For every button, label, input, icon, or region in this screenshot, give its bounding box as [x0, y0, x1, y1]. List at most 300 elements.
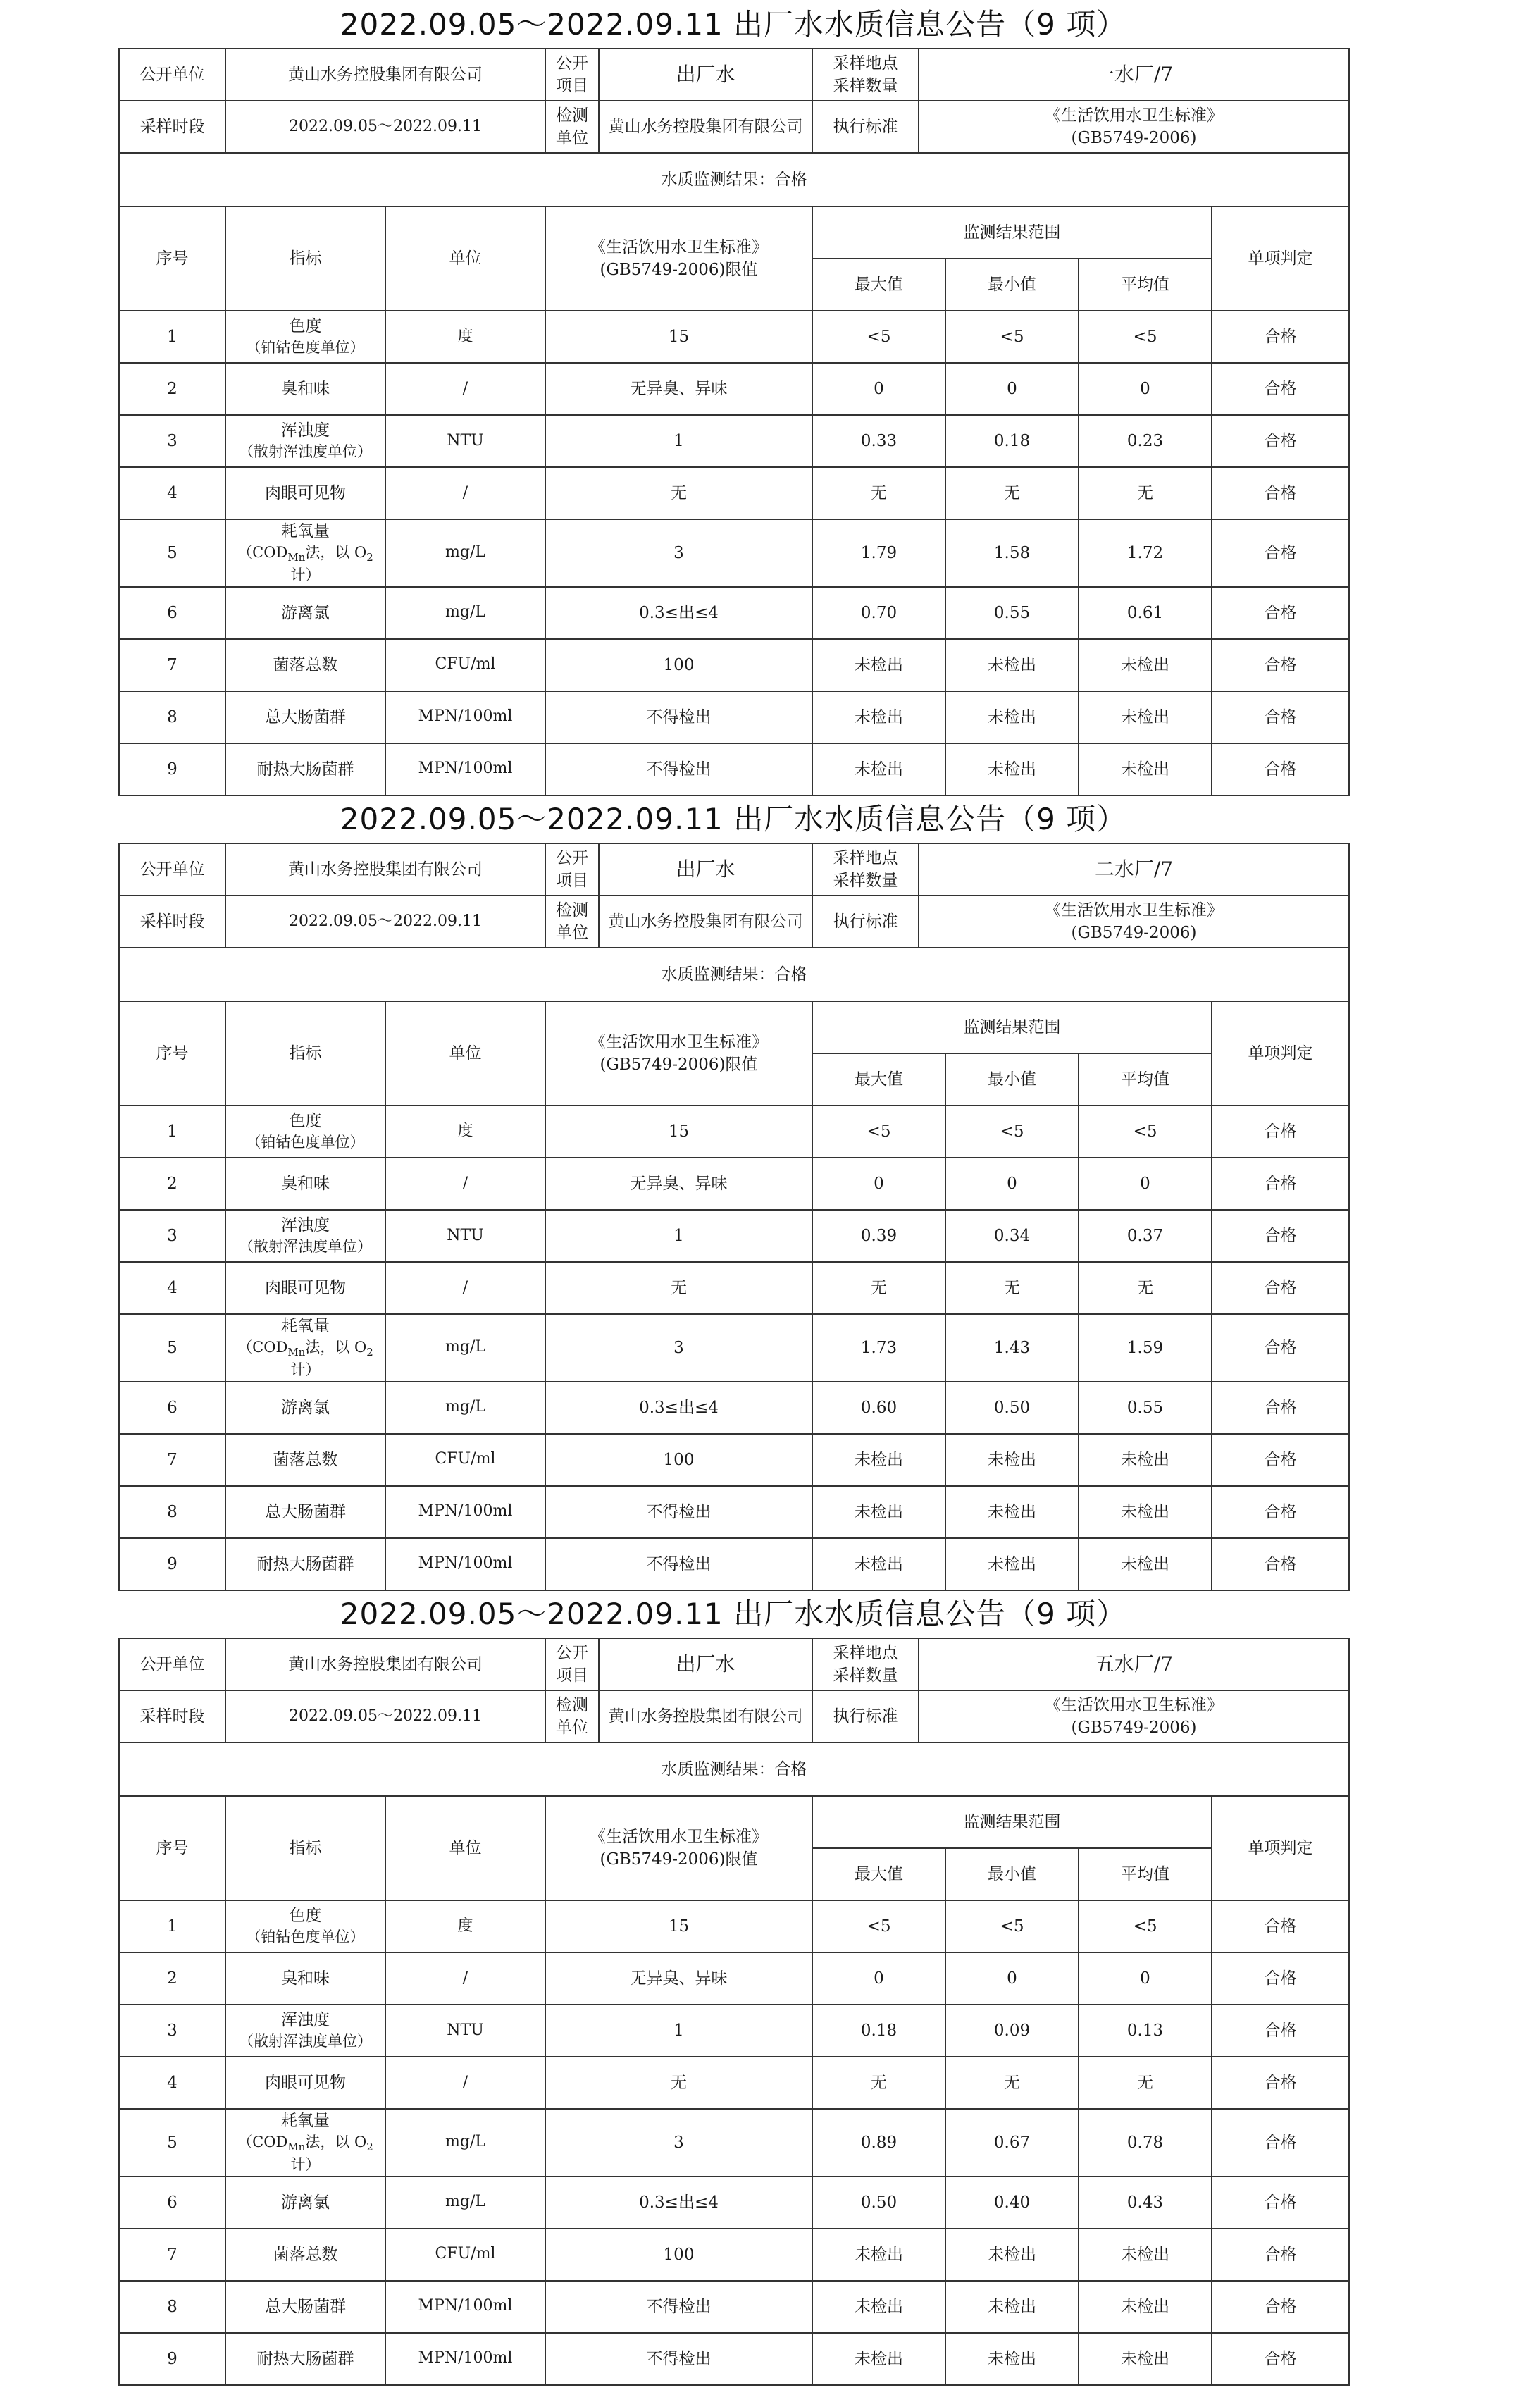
row-judge: 合格 [1212, 2005, 1349, 2057]
row-avg: 未检出 [1079, 2281, 1212, 2333]
index-name: 总大肠菌群 [265, 2297, 346, 2316]
row-no: 1 [119, 1106, 225, 1158]
row-avg: 未检出 [1079, 743, 1212, 795]
col-limit-line: (GB5749-2006)限值 [600, 1850, 758, 1869]
row-judge: 合格 [1212, 691, 1349, 743]
row-unit: mg/L [385, 2177, 545, 2229]
col-no: 序号 [119, 1001, 225, 1106]
row-max: 未检出 [812, 639, 945, 691]
unit-label: 公开单位 [119, 1638, 225, 1690]
row-limit: 不得检出 [545, 2333, 812, 2385]
row-max: 0 [812, 1952, 945, 2005]
table-row [119, 2109, 1349, 2177]
column-header-row [119, 1001, 1349, 1053]
row-judge: 合格 [1212, 1382, 1349, 1434]
result-row [119, 1742, 1349, 1796]
row-avg: 0.61 [1079, 587, 1212, 639]
col-unit: 单位 [385, 1796, 545, 1900]
row-judge: 合格 [1212, 311, 1349, 363]
row-unit: / [385, 363, 545, 415]
row-max: <5 [812, 1900, 945, 1952]
row-max: 未检出 [812, 743, 945, 795]
unit-value: 黄山水务控股集团有限公司 [225, 843, 545, 896]
row-judge: 合格 [1212, 415, 1349, 467]
row-no: 7 [119, 639, 225, 691]
col-limit-line: 《生活饮用水卫生标准》 [590, 1032, 768, 1051]
row-limit: 1 [545, 1210, 812, 1262]
row-index [225, 691, 385, 743]
row-avg: 未检出 [1079, 1486, 1212, 1538]
site-value: 五水厂/7 [919, 1638, 1349, 1690]
row-min: 无 [945, 2057, 1079, 2109]
site-label-line: 采样地点 [833, 848, 898, 867]
row-min: 0.34 [945, 1210, 1079, 1262]
row-no: 9 [119, 743, 225, 795]
row-no: 4 [119, 2057, 225, 2109]
row-index [225, 743, 385, 795]
std-value-line: (GB5749-2006) [1071, 129, 1197, 147]
report-table [118, 1638, 1350, 2386]
row-index [225, 2229, 385, 2281]
row-judge: 合格 [1212, 2109, 1349, 2177]
report-title: 2022.09.05～2022.09.11 出厂水水质信息公告（9 项） [340, 7, 1127, 42]
lab-value: 黄山水务控股集团有限公司 [599, 1690, 812, 1742]
col-range: 监测结果范围 [812, 1796, 1212, 1848]
col-avg: 平均值 [1079, 1053, 1212, 1106]
row-max: 未检出 [812, 1538, 945, 1590]
table-row [119, 2057, 1349, 2109]
project-value: 出厂水 [599, 1638, 812, 1690]
row-index [225, 1262, 385, 1314]
row-max: 无 [812, 467, 945, 519]
unit-value: 黄山水务控股集团有限公司 [225, 49, 545, 101]
lab-value: 黄山水务控股集团有限公司 [599, 101, 812, 153]
col-judge: 单项判定 [1212, 1001, 1349, 1106]
row-no: 7 [119, 2229, 225, 2281]
row-limit: 无 [545, 467, 812, 519]
col-range: 监测结果范围 [812, 206, 1212, 259]
index-name: 游离氯 [281, 603, 330, 622]
row-limit: 不得检出 [545, 1538, 812, 1590]
col-min: 最小值 [945, 1848, 1079, 1900]
index-name: 总大肠菌群 [265, 707, 346, 726]
info-row [119, 896, 1349, 948]
row-index [225, 1952, 385, 2005]
unit-label: 公开单位 [119, 49, 225, 101]
index-name: 游离氯 [281, 2193, 330, 2212]
row-min: 1.58 [945, 519, 1079, 587]
cod-note-part: 法，以 O [305, 544, 367, 562]
cod-note-part: Mn [287, 1346, 306, 1359]
col-max: 最大值 [812, 1053, 945, 1106]
row-no: 3 [119, 2005, 225, 2057]
row-min: 未检出 [945, 2333, 1079, 2385]
row-avg: 0.13 [1079, 2005, 1212, 2057]
row-unit: 度 [385, 311, 545, 363]
row-max: 1.73 [812, 1314, 945, 1382]
std-value [919, 896, 1349, 948]
row-max: 1.79 [812, 519, 945, 587]
cod-note-part: （COD [237, 544, 288, 562]
row-max: 0.39 [812, 1210, 945, 1262]
row-min: 0.18 [945, 415, 1079, 467]
row-judge: 合格 [1212, 1158, 1349, 1210]
table-row [119, 1158, 1349, 1210]
row-avg: 未检出 [1079, 1434, 1212, 1486]
site-value: 一水厂/7 [919, 49, 1349, 101]
row-limit: 1 [545, 415, 812, 467]
info-row [119, 843, 1349, 896]
project-label: 公开项目 [545, 843, 599, 896]
row-max: 0.50 [812, 2177, 945, 2229]
row-judge: 合格 [1212, 1314, 1349, 1382]
col-max: 最大值 [812, 1848, 945, 1900]
row-limit: 15 [545, 311, 812, 363]
row-judge: 合格 [1212, 587, 1349, 639]
row-index [225, 2109, 385, 2177]
index-note: （散射浑浊度单位） [239, 1238, 372, 1256]
row-index [225, 1106, 385, 1158]
cod-note-part: （COD [237, 2134, 288, 2151]
project-label: 公开项目 [545, 1638, 599, 1690]
index-name: 耗氧量 [281, 2112, 330, 2130]
period-label: 采样时段 [119, 1690, 225, 1742]
result-row [119, 948, 1349, 1001]
result-text: 水质监测结果：合格 [119, 948, 1349, 1001]
row-no: 3 [119, 1210, 225, 1262]
std-value-line: (GB5749-2006) [1071, 1719, 1197, 1737]
index-name: 游离氯 [281, 1398, 330, 1417]
row-judge: 合格 [1212, 2333, 1349, 2385]
index-name: 臭和味 [281, 1969, 330, 1988]
row-unit: mg/L [385, 1382, 545, 1434]
std-value-line: 《生活饮用水卫生标准》 [1045, 1695, 1223, 1714]
col-no: 序号 [119, 1796, 225, 1900]
info-row [119, 49, 1349, 101]
site-label-line: 采样地点 [833, 54, 898, 73]
row-index [225, 2333, 385, 2385]
row-unit: 度 [385, 1900, 545, 1952]
row-judge: 合格 [1212, 1106, 1349, 1158]
row-limit: 15 [545, 1900, 812, 1952]
table-row [119, 743, 1349, 795]
lab-label: 检测单位 [545, 896, 599, 948]
cod-note-part: Mn [287, 2141, 306, 2154]
row-index [225, 587, 385, 639]
unit-label: 公开单位 [119, 843, 225, 896]
row-min: 0.55 [945, 587, 1079, 639]
row-no: 5 [119, 1314, 225, 1382]
row-max: 0 [812, 1158, 945, 1210]
row-avg: 0.43 [1079, 2177, 1212, 2229]
row-unit: mg/L [385, 519, 545, 587]
row-min: 无 [945, 467, 1079, 519]
row-max: <5 [812, 1106, 945, 1158]
row-unit: NTU [385, 1210, 545, 1262]
index-note: （铂钴色度单位） [246, 1134, 365, 1151]
report-table [118, 843, 1350, 1591]
row-unit: MPN/100ml [385, 1538, 545, 1590]
row-limit: 100 [545, 2229, 812, 2281]
row-min: 0.09 [945, 2005, 1079, 2057]
row-min: 0 [945, 1952, 1079, 2005]
row-limit: 3 [545, 519, 812, 587]
std-value-line: 《生活饮用水卫生标准》 [1045, 900, 1223, 920]
site-label-line: 采样数量 [833, 1666, 898, 1685]
row-avg: 未检出 [1079, 691, 1212, 743]
std-value-line: 《生活饮用水卫生标准》 [1045, 106, 1223, 125]
row-limit: 无异臭、异味 [545, 363, 812, 415]
col-avg: 平均值 [1079, 259, 1212, 311]
index-name: 臭和味 [281, 379, 330, 398]
cod-note [229, 2132, 382, 2176]
table-row [119, 467, 1349, 519]
row-min: <5 [945, 311, 1079, 363]
row-no: 9 [119, 2333, 225, 2385]
row-min: 未检出 [945, 1538, 1079, 1590]
table-row [119, 415, 1349, 467]
row-judge: 合格 [1212, 1262, 1349, 1314]
period-label: 采样时段 [119, 101, 225, 153]
row-unit: / [385, 2057, 545, 2109]
row-no: 4 [119, 467, 225, 519]
row-avg: <5 [1079, 1900, 1212, 1952]
cod-note-part: Mn [287, 551, 306, 564]
col-limit [545, 1001, 812, 1106]
row-judge: 合格 [1212, 363, 1349, 415]
row-no: 1 [119, 311, 225, 363]
cod-note-part: 2 [366, 1346, 373, 1359]
row-judge: 合格 [1212, 2281, 1349, 2333]
result-row [119, 153, 1349, 206]
row-min: <5 [945, 1106, 1079, 1158]
row-limit: 无异臭、异味 [545, 1952, 812, 2005]
table-row [119, 1314, 1349, 1382]
cod-note-part: 2 [366, 551, 373, 564]
row-max: 未检出 [812, 2281, 945, 2333]
row-unit: MPN/100ml [385, 743, 545, 795]
row-index [225, 311, 385, 363]
table-row [119, 2333, 1349, 2385]
row-limit: 不得检出 [545, 691, 812, 743]
row-judge: 合格 [1212, 639, 1349, 691]
row-judge: 合格 [1212, 743, 1349, 795]
row-max: 无 [812, 1262, 945, 1314]
row-index [225, 1486, 385, 1538]
row-unit: MPN/100ml [385, 2281, 545, 2333]
row-avg: 0.78 [1079, 2109, 1212, 2177]
row-limit: 3 [545, 2109, 812, 2177]
col-unit: 单位 [385, 206, 545, 311]
index-name: 菌落总数 [273, 2245, 338, 2264]
site-label-line: 采样地点 [833, 1643, 898, 1662]
row-limit: 不得检出 [545, 743, 812, 795]
cod-note [229, 543, 382, 586]
row-min: 0.67 [945, 2109, 1079, 2177]
row-limit: 无异臭、异味 [545, 1158, 812, 1210]
period-value: 2022.09.05～2022.09.11 [225, 1690, 545, 1742]
project-value: 出厂水 [599, 49, 812, 101]
row-max: 0.70 [812, 587, 945, 639]
row-unit: MPN/100ml [385, 2333, 545, 2385]
row-index [225, 2281, 385, 2333]
row-index [225, 1314, 385, 1382]
row-min: 未检出 [945, 743, 1079, 795]
table-row [119, 1434, 1349, 1486]
cod-note [229, 1337, 382, 1381]
row-max: 0.18 [812, 2005, 945, 2057]
row-judge: 合格 [1212, 519, 1349, 587]
row-unit: CFU/ml [385, 1434, 545, 1486]
index-note: （散射浑浊度单位） [239, 443, 372, 461]
lab-label: 检测单位 [545, 101, 599, 153]
row-avg: 0 [1079, 363, 1212, 415]
row-no: 6 [119, 1382, 225, 1434]
col-limit [545, 206, 812, 311]
std-label: 执行标准 [812, 896, 919, 948]
row-no: 6 [119, 2177, 225, 2229]
site-label [812, 1638, 919, 1690]
row-index [225, 1434, 385, 1486]
row-unit: NTU [385, 415, 545, 467]
row-judge: 合格 [1212, 1486, 1349, 1538]
table-row [119, 2281, 1349, 2333]
row-max: 未检出 [812, 1486, 945, 1538]
row-judge: 合格 [1212, 2229, 1349, 2281]
table-row [119, 2229, 1349, 2281]
row-judge: 合格 [1212, 1952, 1349, 2005]
row-avg: 0.23 [1079, 415, 1212, 467]
std-value [919, 1690, 1349, 1742]
row-unit: CFU/ml [385, 2229, 545, 2281]
index-name: 色度 [289, 1112, 322, 1131]
col-limit [545, 1796, 812, 1900]
table-row [119, 1210, 1349, 1262]
row-min: 未检出 [945, 1486, 1079, 1538]
cod-note-part: 2 [366, 2141, 373, 2154]
info-row [119, 101, 1349, 153]
table-row [119, 2005, 1349, 2057]
row-limit: 无 [545, 1262, 812, 1314]
row-judge: 合格 [1212, 1434, 1349, 1486]
row-avg: <5 [1079, 311, 1212, 363]
row-index [225, 639, 385, 691]
row-limit: 不得检出 [545, 1486, 812, 1538]
table-row [119, 311, 1349, 363]
row-max: 无 [812, 2057, 945, 2109]
row-no: 9 [119, 1538, 225, 1590]
row-judge: 合格 [1212, 1538, 1349, 1590]
index-name: 肉眼可见物 [265, 483, 346, 502]
index-note: （铂钴色度单位） [246, 339, 365, 357]
index-name: 总大肠菌群 [265, 1502, 346, 1521]
row-unit: MPN/100ml [385, 1486, 545, 1538]
index-name: 色度 [289, 1907, 322, 1926]
lab-value: 黄山水务控股集团有限公司 [599, 896, 812, 948]
row-index [225, 2177, 385, 2229]
row-min: 1.43 [945, 1314, 1079, 1382]
col-min: 最小值 [945, 259, 1079, 311]
row-no: 3 [119, 415, 225, 467]
period-label: 采样时段 [119, 896, 225, 948]
row-avg: 1.72 [1079, 519, 1212, 587]
row-unit: / [385, 1952, 545, 2005]
row-min: 未检出 [945, 639, 1079, 691]
row-avg: 未检出 [1079, 1538, 1212, 1590]
row-avg: 无 [1079, 1262, 1212, 1314]
col-limit-line: 《生活饮用水卫生标准》 [590, 1827, 768, 1846]
col-range: 监测结果范围 [812, 1001, 1212, 1053]
table-row [119, 691, 1349, 743]
row-limit: 0.3≤出≤4 [545, 1382, 812, 1434]
row-avg: 0 [1079, 1952, 1212, 2005]
row-limit: 100 [545, 639, 812, 691]
row-limit: 0.3≤出≤4 [545, 2177, 812, 2229]
result-text: 水质监测结果：合格 [119, 1742, 1349, 1796]
row-index [225, 467, 385, 519]
index-name: 菌落总数 [273, 655, 338, 674]
col-judge: 单项判定 [1212, 1796, 1349, 1900]
row-judge: 合格 [1212, 1900, 1349, 1952]
row-limit: 无 [545, 2057, 812, 2109]
row-avg: 未检出 [1079, 2229, 1212, 2281]
row-max: 0 [812, 363, 945, 415]
row-min: 0.40 [945, 2177, 1079, 2229]
col-no: 序号 [119, 206, 225, 311]
index-name: 耐热大肠菌群 [256, 1554, 354, 1573]
col-judge: 单项判定 [1212, 206, 1349, 311]
col-max: 最大值 [812, 259, 945, 311]
row-min: <5 [945, 1900, 1079, 1952]
row-judge: 合格 [1212, 2177, 1349, 2229]
row-max: <5 [812, 311, 945, 363]
result-text: 水质监测结果：合格 [119, 153, 1349, 206]
period-value: 2022.09.05～2022.09.11 [225, 101, 545, 153]
row-min: 未检出 [945, 2281, 1079, 2333]
index-name: 耗氧量 [281, 522, 330, 540]
row-min: 无 [945, 1262, 1079, 1314]
report-title: 2022.09.05～2022.09.11 出厂水水质信息公告（9 项） [340, 1597, 1127, 1631]
cod-note-part: 计） [290, 567, 321, 584]
row-index [225, 1158, 385, 1210]
site-label [812, 49, 919, 101]
table-row [119, 1106, 1349, 1158]
col-limit-line: (GB5749-2006)限值 [600, 261, 758, 279]
row-max: 未检出 [812, 1434, 945, 1486]
row-avg: 0.37 [1079, 1210, 1212, 1262]
site-label [812, 843, 919, 896]
std-value-line: (GB5749-2006) [1071, 924, 1197, 942]
project-value: 出厂水 [599, 843, 812, 896]
row-index [225, 1382, 385, 1434]
index-name: 浑浊度 [281, 2011, 330, 2030]
row-index [225, 1538, 385, 1590]
row-index [225, 519, 385, 587]
info-row [119, 1690, 1349, 1742]
row-avg: 无 [1079, 2057, 1212, 2109]
table-row [119, 639, 1349, 691]
row-no: 8 [119, 691, 225, 743]
report-title: 2022.09.05～2022.09.11 出厂水水质信息公告（9 项） [340, 802, 1127, 836]
row-limit: 不得检出 [545, 2281, 812, 2333]
row-unit: / [385, 1158, 545, 1210]
index-name: 耗氧量 [281, 1317, 330, 1335]
row-no: 6 [119, 587, 225, 639]
table-row [119, 1262, 1349, 1314]
row-max: 未检出 [812, 691, 945, 743]
row-avg: <5 [1079, 1106, 1212, 1158]
row-index [225, 2005, 385, 2057]
